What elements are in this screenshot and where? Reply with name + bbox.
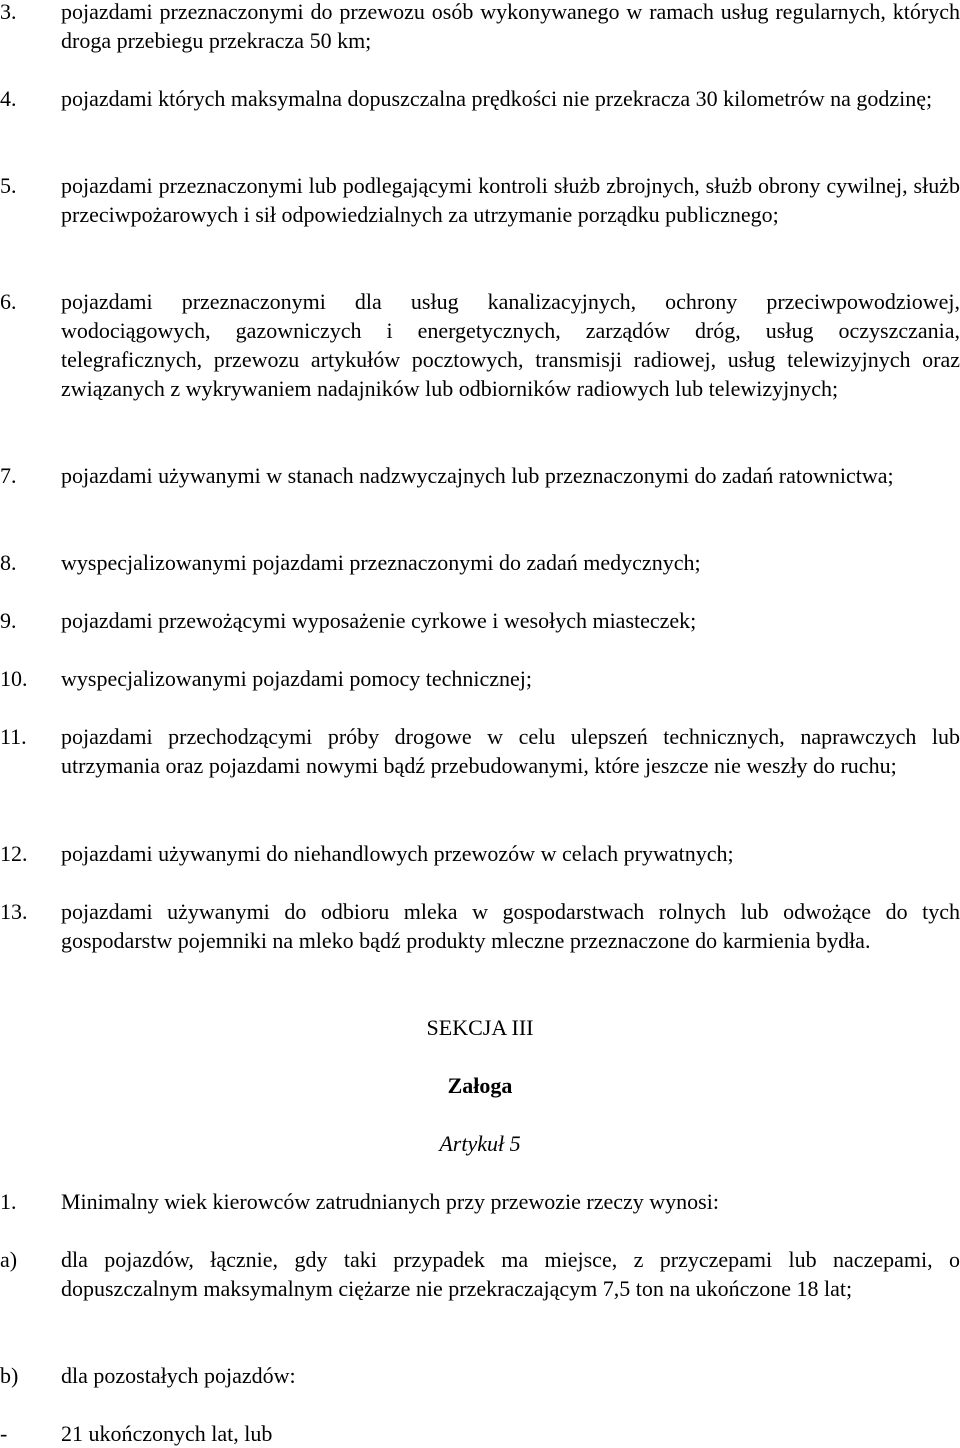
item-number: a) xyxy=(0,1247,18,1272)
item-text: pojazdami przechodzącymi próby drogowe w celu ulepszeń technicznych, naprawczych lub utrzymania oraz pojazdami nowymi bądź przebudowanymi, które jeszcze nie weszły do ruchu; xyxy=(61,724,960,778)
list-item xyxy=(0,171,960,229)
item-number: 3. xyxy=(0,0,17,24)
item-number: 9. xyxy=(0,608,17,633)
item-text: 21 ukończonych lat, lub xyxy=(61,1421,273,1446)
list-item xyxy=(0,461,960,490)
article-item xyxy=(0,1419,960,1448)
item-number: 10. xyxy=(0,666,28,691)
item-text: pojazdami używanymi do niehandlowych przewozów w celach prywatnych; xyxy=(61,841,734,866)
item-text: dla pojazdów, łącznie, gdy taki przypadek ma miejsce, z przyczepami lub naczepami, o dopuszczalnym maksymalnym ciężarze nie przekraczającym 7,5 ton na ukończone 18 lat; xyxy=(61,1247,960,1301)
article-item xyxy=(0,1245,960,1303)
section-subtitle: Załoga xyxy=(447,1073,513,1098)
item-number: 8. xyxy=(0,550,17,575)
item-number: 11. xyxy=(0,724,27,749)
item-number: 4. xyxy=(0,86,17,111)
item-text: pojazdami przeznaczonymi dla usług kanalizacyjnych, ochrony przeciwpowodziowej, wodociągowych, gazowniczych i energetycznych, zarządów dróg, usług oczyszczania, telegraficznych, przewozu artykułów pocztowych, transmisji radiowej, usług telewizyjnych oraz związanych z wykrywaniem nadajników lub odbiorników radiowych lub telewizyjnych; xyxy=(61,289,960,401)
item-text: Minimalny wiek kierowców zatrudnianych przy przewozie rzeczy wynosi: xyxy=(61,1189,719,1214)
item-number: 13. xyxy=(0,899,28,924)
article-title: Artykuł 5 xyxy=(439,1131,521,1156)
item-text: pojazdami używanymi do odbioru mleka w gospodarstwach rolnych lub odwożące do tych gospodarstw pojemniki na mleko bądź produkty mleczne przeznaczone do karmienia bydła. xyxy=(61,899,960,953)
item-text: wyspecjalizowanymi pojazdami pomocy technicznej; xyxy=(61,666,533,691)
item-text: pojazdami przeznaczonymi lub podlegającymi kontroli służb zbrojnych, służb obrony cywilnej, służb przeciwpożarowych i sił odpowiedzialnych za utrzymanie porządku publicznego; xyxy=(61,173,960,227)
item-number: 7. xyxy=(0,463,17,488)
article-item xyxy=(0,1361,960,1390)
list-item xyxy=(0,287,960,403)
section-title: SEKCJA III xyxy=(426,1015,534,1040)
item-text: pojazdami przeznaczonymi do przewozu osób wykonywanego w ramach usług regularnych, których droga przebiegu przekracza 50 km; xyxy=(61,0,960,53)
article-item xyxy=(0,1187,960,1216)
item-text: pojazdami używanymi w stanach nadzwyczajnych lub przeznaczonymi do zadań ratownictwa; xyxy=(61,463,894,488)
item-number: 5. xyxy=(0,173,17,198)
list-item xyxy=(0,84,960,113)
item-number: - xyxy=(0,1421,8,1446)
item-text: pojazdami których maksymalna dopuszczalna prędkości nie przekracza 30 kilometrów na godzinę; xyxy=(61,86,933,111)
list-item xyxy=(0,722,960,780)
item-text: dla pozostałych pojazdów: xyxy=(61,1363,296,1388)
list-item xyxy=(0,606,960,635)
list-item xyxy=(0,897,960,955)
item-number: 12. xyxy=(0,841,28,866)
item-number: b) xyxy=(0,1363,19,1388)
list-item xyxy=(0,839,960,868)
item-text: wyspecjalizowanymi pojazdami przeznaczonymi do zadań medycznych; xyxy=(61,550,701,575)
list-item xyxy=(0,0,960,55)
item-number: 6. xyxy=(0,289,17,314)
list-item xyxy=(0,664,960,693)
item-text: pojazdami przewożącymi wyposażenie cyrkowe i wesołych miasteczek; xyxy=(61,608,697,633)
item-number: 1. xyxy=(0,1189,17,1214)
list-item xyxy=(0,548,960,577)
